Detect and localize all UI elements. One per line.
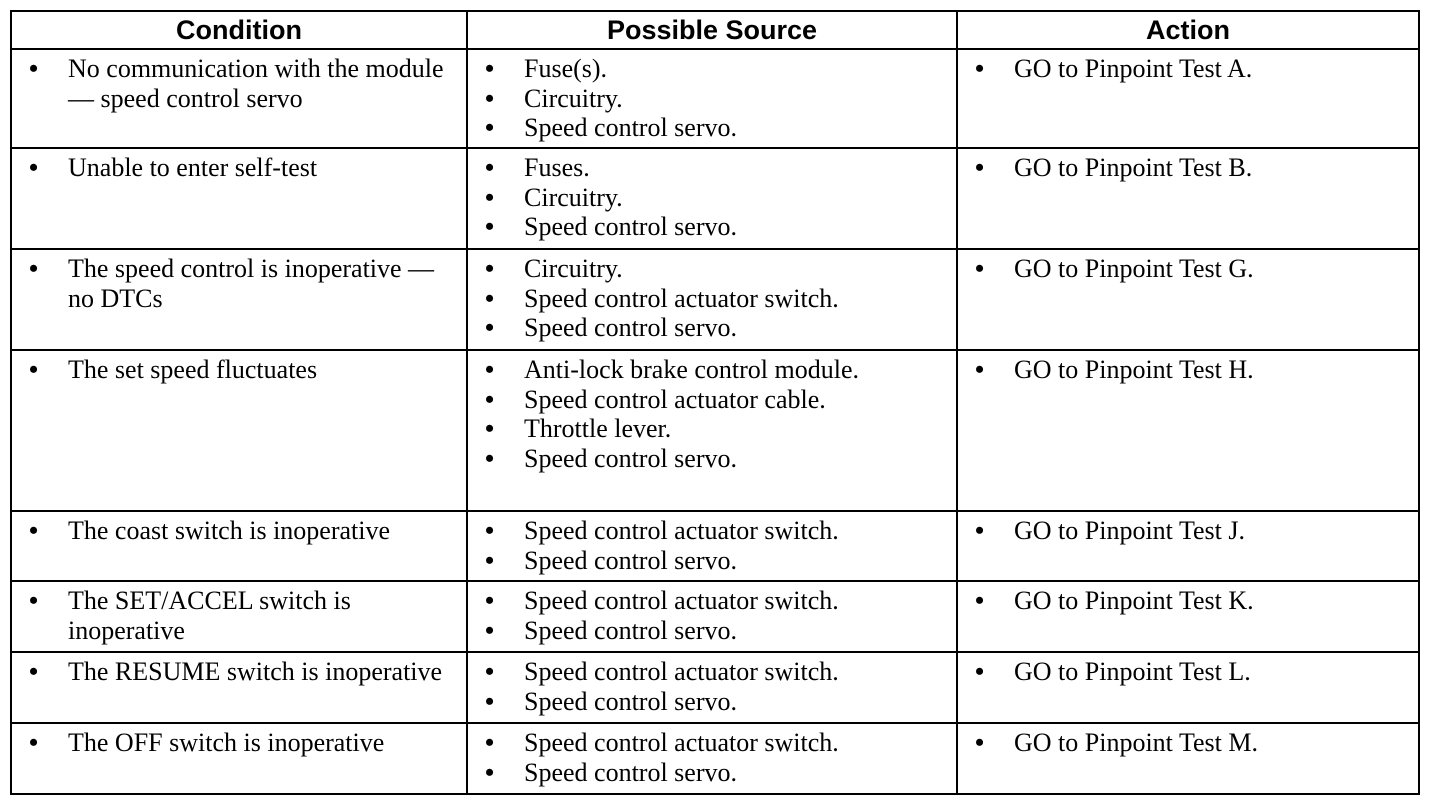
- list-item: [468, 546, 956, 576]
- list-item: [468, 153, 956, 183]
- action-cell: [957, 511, 1419, 581]
- bullet-icon: •: [485, 586, 495, 615]
- condition-item: The speed control is inoperative — no DTCs: [68, 254, 435, 313]
- list-item: [468, 657, 956, 687]
- bullet-list: [468, 254, 956, 343]
- action-item: GO to Pinpoint Test K.: [1014, 586, 1254, 615]
- condition-cell: [11, 511, 467, 581]
- possible-source-item: Circuitry.: [524, 254, 623, 283]
- table-row: [11, 249, 1419, 350]
- action-cell: [957, 723, 1419, 794]
- list-item: [12, 586, 466, 645]
- possible-source-item: Speed control servo.: [524, 313, 738, 342]
- condition-cell: [11, 723, 467, 794]
- list-item: [468, 586, 956, 616]
- possible-source-item: Speed control servo.: [524, 686, 738, 716]
- table-row: [11, 511, 1419, 581]
- bullet-list: [958, 153, 1418, 183]
- bullet-icon: •: [485, 54, 495, 83]
- symptom-chart-table: [10, 10, 1420, 795]
- action-cell: [957, 249, 1419, 350]
- action-cell: [957, 49, 1419, 148]
- bullet-icon: •: [485, 516, 495, 545]
- list-item: [468, 355, 956, 385]
- condition-cell: [11, 249, 467, 350]
- condition-cell: [11, 652, 467, 723]
- list-item: [958, 153, 1418, 183]
- list-item: [468, 444, 956, 474]
- list-item: [468, 385, 956, 415]
- possible-source-item: Speed control servo.: [524, 615, 738, 645]
- bullet-icon: •: [485, 83, 495, 113]
- possible-source-item: Anti-lock brake control module.: [524, 355, 860, 384]
- possible-source-item: Speed control servo.: [524, 443, 738, 473]
- bullet-icon: •: [485, 355, 495, 384]
- bullet-icon: •: [975, 254, 985, 283]
- possible-source-item: Speed control actuator switch.: [524, 586, 839, 615]
- table-row: [11, 148, 1419, 249]
- bullet-icon: •: [485, 443, 495, 473]
- bullet-list: [12, 728, 466, 758]
- bullet-icon: •: [485, 384, 495, 414]
- list-item: [12, 254, 466, 313]
- bullet-icon: •: [485, 414, 495, 443]
- bullet-icon: •: [485, 182, 495, 212]
- action-cell: [957, 581, 1419, 652]
- bullet-icon: •: [485, 212, 495, 241]
- bullet-icon: •: [29, 355, 39, 384]
- bullet-icon: •: [975, 153, 985, 182]
- list-item: [958, 516, 1418, 546]
- possible-source-item: Fuse(s).: [524, 54, 608, 83]
- list-item: [468, 113, 956, 143]
- list-item: [468, 616, 956, 646]
- list-item: [12, 657, 466, 687]
- possible-source-item: Speed control actuator switch.: [524, 283, 839, 313]
- bullet-icon: •: [29, 153, 39, 182]
- possible-source-cell: [467, 49, 957, 148]
- possible-source-item: Speed control actuator switch.: [524, 657, 839, 686]
- condition-cell: [11, 581, 467, 652]
- bullet-list: [958, 516, 1418, 546]
- possible-source-item: Speed control actuator switch.: [524, 516, 839, 545]
- action-cell: [957, 350, 1419, 511]
- list-item: [958, 657, 1418, 687]
- possible-source-item: Speed control actuator switch.: [524, 728, 839, 757]
- bullet-icon: •: [29, 54, 39, 83]
- bullet-icon: •: [29, 586, 39, 615]
- action-item: GO to Pinpoint Test B.: [1014, 153, 1253, 182]
- possible-source-cell: [467, 652, 957, 723]
- bullet-icon: •: [485, 686, 495, 716]
- bullet-list: [958, 254, 1418, 284]
- possible-source-item: Circuitry.: [524, 182, 623, 212]
- bullet-list: [12, 657, 466, 687]
- bullet-icon: •: [975, 586, 985, 615]
- bullet-icon: •: [975, 728, 985, 757]
- possible-source-item: Throttle lever.: [524, 414, 672, 443]
- condition-item: The coast switch is inoperative: [68, 516, 391, 545]
- table-row: [11, 652, 1419, 723]
- bullet-icon: •: [485, 657, 495, 686]
- table-row: [11, 723, 1419, 794]
- condition-item: The RESUME switch is inoperative: [68, 657, 443, 686]
- action-item: GO to Pinpoint Test H.: [1014, 355, 1254, 384]
- bullet-list: [958, 728, 1418, 758]
- bullet-icon: •: [29, 728, 39, 757]
- action-cell: [957, 652, 1419, 723]
- list-item: [468, 212, 956, 242]
- bullet-icon: •: [975, 54, 985, 83]
- list-item: [958, 254, 1418, 284]
- possible-source-cell: [467, 511, 957, 581]
- condition-item: No communication with the module — speed control servo: [68, 54, 444, 113]
- list-item: [468, 728, 956, 758]
- condition-cell: [11, 49, 467, 148]
- condition-item: The SET/ACCEL switch is inoperative: [68, 586, 351, 645]
- list-item: [468, 313, 956, 343]
- bullet-icon: •: [485, 113, 495, 142]
- possible-source-cell: [467, 249, 957, 350]
- table-row: [11, 581, 1419, 652]
- action-cell: [957, 148, 1419, 249]
- bullet-list: [468, 54, 956, 143]
- list-item: [958, 728, 1418, 758]
- action-item: GO to Pinpoint Test G.: [1014, 254, 1254, 283]
- bullet-list: [468, 657, 956, 716]
- list-item: [958, 54, 1418, 84]
- condition-cell: [11, 350, 467, 511]
- bullet-list: [958, 54, 1418, 84]
- bullet-icon: •: [485, 545, 495, 575]
- list-item: [468, 54, 956, 84]
- list-item: [12, 516, 466, 546]
- header-action: Action: [957, 11, 1419, 49]
- list-item: [468, 414, 956, 444]
- possible-source-cell: [467, 148, 957, 249]
- possible-source-cell: [467, 581, 957, 652]
- table-row: [11, 350, 1419, 511]
- header-row: [11, 11, 1419, 49]
- bullet-icon: •: [485, 254, 495, 283]
- bullet-icon: •: [29, 657, 39, 686]
- bullet-list: [468, 355, 956, 473]
- condition-item: Unable to enter self-test: [68, 153, 318, 182]
- condition-item: The set speed fluctuates: [68, 355, 318, 384]
- action-item: GO to Pinpoint Test L.: [1014, 657, 1251, 686]
- list-item: [958, 355, 1418, 385]
- bullet-list: [12, 54, 466, 113]
- possible-source-item: Speed control servo.: [524, 757, 738, 787]
- possible-source-item: Speed control servo.: [524, 113, 738, 142]
- header-condition: Condition: [11, 11, 467, 49]
- bullet-icon: •: [485, 283, 495, 313]
- possible-source-item: Speed control servo.: [524, 212, 738, 241]
- bullet-list: [468, 516, 956, 575]
- bullet-list: [468, 153, 956, 242]
- possible-source-item: Fuses.: [524, 153, 590, 182]
- bullet-list: [12, 355, 466, 385]
- bullet-icon: •: [29, 516, 39, 545]
- list-item: [468, 284, 956, 314]
- list-item: [12, 153, 466, 183]
- bullet-icon: •: [975, 657, 985, 686]
- possible-source-cell: [467, 723, 957, 794]
- possible-source-cell: [467, 350, 957, 511]
- bullet-icon: •: [485, 615, 495, 645]
- bullet-list: [468, 586, 956, 645]
- action-item: GO to Pinpoint Test A.: [1014, 54, 1253, 83]
- condition-cell: [11, 148, 467, 249]
- list-item: [468, 254, 956, 284]
- bullet-icon: •: [485, 728, 495, 757]
- list-item: [468, 84, 956, 114]
- table-row: [11, 49, 1419, 148]
- bullet-list: [12, 516, 466, 546]
- bullet-icon: •: [975, 355, 985, 384]
- list-item: [12, 728, 466, 758]
- list-item: [468, 758, 956, 788]
- action-item: GO to Pinpoint Test J.: [1014, 516, 1246, 545]
- list-item: [468, 687, 956, 717]
- bullet-list: [468, 728, 956, 787]
- bullet-icon: •: [485, 757, 495, 787]
- bullet-list: [12, 254, 466, 313]
- list-item: [12, 54, 466, 113]
- condition-item: The OFF switch is inoperative: [68, 728, 385, 757]
- bullet-list: [12, 153, 466, 183]
- bullet-icon: •: [29, 254, 39, 283]
- list-item: [468, 183, 956, 213]
- bullet-icon: •: [485, 313, 495, 342]
- bullet-list: [958, 355, 1418, 385]
- list-item: [468, 516, 956, 546]
- header-possible-source: Possible Source: [467, 11, 957, 49]
- action-item: GO to Pinpoint Test M.: [1014, 728, 1259, 757]
- list-item: [12, 355, 466, 385]
- bullet-list: [958, 657, 1418, 687]
- possible-source-item: Speed control actuator cable.: [524, 384, 826, 414]
- bullet-list: [12, 586, 466, 645]
- bullet-icon: •: [975, 516, 985, 545]
- possible-source-item: Circuitry.: [524, 83, 623, 113]
- possible-source-item: Speed control servo.: [524, 545, 738, 575]
- bullet-icon: •: [485, 153, 495, 182]
- list-item: [958, 586, 1418, 616]
- bullet-list: [958, 586, 1418, 616]
